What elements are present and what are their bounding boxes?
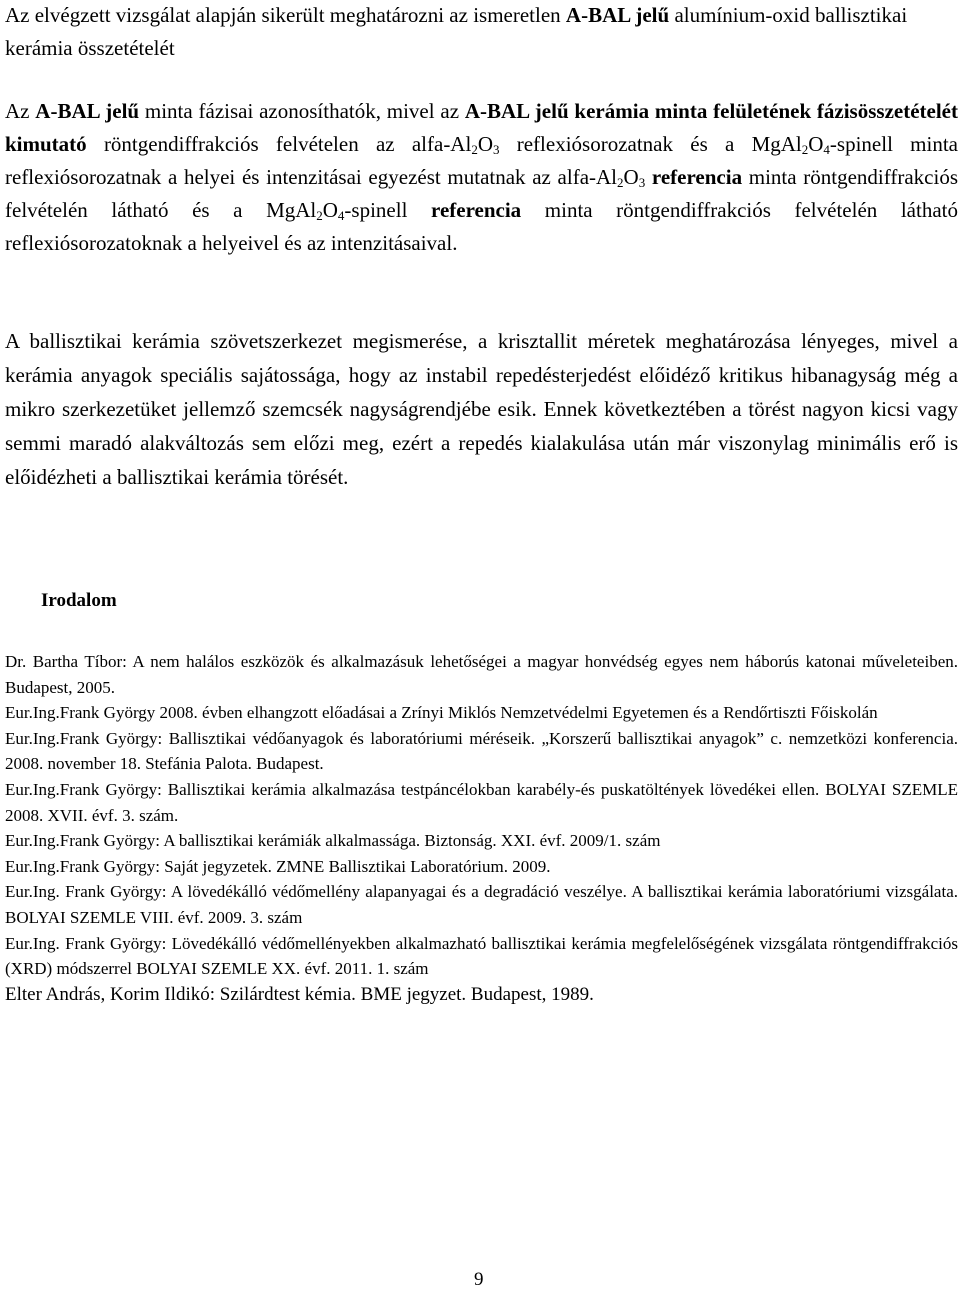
- bold-text: referencia: [431, 198, 522, 222]
- subscript-digit: 2: [316, 208, 323, 223]
- subscript-digit: 2: [617, 175, 624, 190]
- text-run: [645, 165, 652, 189]
- text-run: minta röntgendiffrakciós felvételén látható és a MgAl: [5, 165, 959, 222]
- subscript-digit: 3: [492, 142, 500, 157]
- bold-text: referencia: [651, 165, 743, 189]
- reference-item: Eur.Ing.Frank György 2008. évben elhangzott előadásai a Zrínyi Miklós Nemzetvédelmi Egyetemen és a Rendőrtiszti Főiskolán: [5, 703, 878, 723]
- subscript-digit: 2: [801, 142, 809, 157]
- text-run: röntgendiffrakciós felvételen az alfa-Al: [86, 132, 472, 156]
- reference-item: Eur.Ing.Frank György: Ballisztikai kerámia alkalmazása testpáncélokban karabély-és puskatöltények lövedékei ellen. BOLYAI SZEMLE 2008. XVII. évf. 3. szám.: [5, 779, 958, 825]
- reference-item: Dr. Bartha Tíbor: A nem halálos eszközök és alkalmazásuk lehetőségei a magyar honvédség egyes nem háborús katonai műveleteiben. Budapest, 2005.: [5, 652, 958, 697]
- text-run: minta fázisai azonosíthatók, mivel az: [139, 99, 465, 123]
- text-run: O: [322, 198, 338, 222]
- subscript-digit: 3: [638, 175, 646, 190]
- subscript-digit: 4: [823, 142, 830, 157]
- text-run: reflexiósorozatnak és a MgAl: [499, 132, 802, 156]
- phase-analysis-paragraph: [5, 95, 958, 260]
- text-run: O: [477, 132, 493, 156]
- bold-text: A-BAL jelű kerámia minta felületének fázisösszetételét kimutató: [5, 99, 958, 156]
- reference-item: Eur.Ing.Frank György: A ballisztikai kerámiák alkalmassága. Biztonság. XXI. évf. 2009/1. szám: [5, 831, 661, 851]
- text-run: O: [623, 165, 639, 189]
- text-run: Az: [5, 99, 36, 123]
- bold-text: A-BAL jelű: [565, 3, 670, 27]
- text-run: Az elvégzett vizsgálat alapján sikerült meghatározni az ismeretlen: [5, 3, 566, 27]
- reference-item: Eur.Ing. Frank György: A lövedékálló védőmellény alapanyagai és a degradáció veszélye. A ballisztikai kerámia laboratóriumi vizsgálata. BOLYAI SZEMLE VIII. évf. 2009. 3. szám: [5, 882, 958, 927]
- subscript-digit: 2: [471, 142, 478, 157]
- conclusion-paragraph: [5, 0, 958, 65]
- text-run: -spinell: [344, 198, 431, 222]
- reference-item: Eur.Ing.Frank György: Ballisztikai védőanyagok és laboratóriumi méréseik. „Korszerű ballisztikai anyagok” c. nemzetközi konferencia. 2008. november 18. Stefánia Palota. Budapest.: [5, 728, 958, 774]
- reference-item: Eur.Ing. Frank György: Lövedékálló védőmellényekben alkalmazható ballisztikai kerámia megfelelőségének vizsgálata röntgendiffrakciós (XRD) módszerrel BOLYAI SZEMLE XX. évf. 2011. 1. szám: [5, 933, 958, 979]
- microstructure-paragraph: A ballisztikai kerámia szövetszerkezet megismerése, a krisztallit méretek meghatározása lényeges, mivel a kerámia anyagok speciális sajátossága, hogy az instabil repedésterjedést előidéző kritikus hibanagyság még a mikro szerkezetüket jellemző szemcsék nagyságrendjébe esik. Ennek következtében a törést nagyon kicsi vagy semmi maradó alakváltozás sem előzi meg, ezért a repedés kialakulása után már viszonylag minimális erő is előidézheti a ballisztikai kerámia törését.: [5, 329, 958, 489]
- text-run: -spinell minta reflexiósorozatnak a helyei és intenzitásai egyezést mutatnak az alfa-Al: [5, 132, 958, 189]
- reference-list: [5, 649, 958, 1008]
- text-run: O: [808, 132, 824, 156]
- page-number: 9: [474, 1269, 484, 1290]
- text-run: alumínium-oxid ballisztikai kerámia összetételét: [5, 3, 908, 60]
- references-heading: Irodalom: [41, 590, 117, 611]
- bold-text: A-BAL jelű: [35, 99, 140, 123]
- subscript-digit: 4: [337, 208, 345, 223]
- reference-item: Elter András, Korim Ildikó: Szilárdtest kémia. BME jegyzet. Budapest, 1989.: [5, 983, 594, 1005]
- reference-item: Eur.Ing.Frank György: Saját jegyzetek. ZMNE Ballisztikai Laboratórium. 2009.: [5, 856, 551, 876]
- text-run: minta röntgendiffrakciós felvételén látható reflexiósorozatoknak a helyeivel és az intenzitásaival.: [5, 198, 958, 255]
